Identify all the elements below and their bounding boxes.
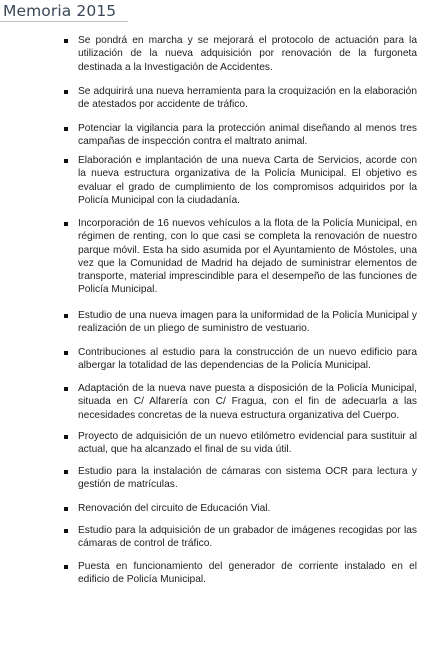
list-item-text: Estudio para la instalación de cámaras con sistema OCR para lectura y gestión de matrículas. — [78, 466, 417, 491]
bullet-icon — [64, 565, 68, 569]
page-header — [0, 0, 442, 24]
list-item-text: Estudio de una nueva imagen para la uniformidad de la Policía Municipal y realización de un pliego de suministro de vestuario. — [78, 310, 417, 335]
bullet-icon — [64, 387, 68, 391]
list-item-text: Renovación del circuito de Educación Vial. — [78, 503, 271, 514]
bullet-icon — [64, 222, 68, 226]
bullet-icon — [64, 314, 68, 318]
bullet-icon — [64, 39, 68, 43]
header-divider — [0, 21, 128, 22]
bullet-icon — [64, 435, 68, 439]
list-item-text: Puesta en funcionamiento del generador de corriente instalado en el edificio de Policía Municipal. — [78, 561, 417, 586]
list-item-text: Se pondrá en marcha y se mejorará el protocolo de actuación para la utilización de la nueva adquisición por renovación de la furgoneta destinada a la Investigación de Accidentes. — [78, 35, 417, 73]
list-item-text: Contribuciones al estudio para la construcción de un nuevo edificio para albergar la totalidad de las dependencias de la Policía Municipal. — [78, 347, 417, 372]
bullet-icon — [64, 470, 68, 474]
list-item-text: Potenciar la vigilancia para la protección animal diseñando al menos tres campañas de inspección contra el maltrato animal. — [78, 123, 417, 148]
list-item-text: Estudio para la adquisición de un grabador de imágenes recogidas por las cámaras de control de tráfico. — [78, 525, 417, 550]
bullet-icon — [64, 351, 68, 355]
bullet-icon — [64, 90, 68, 94]
list-item-text: Elaboración e implantación de una nueva Carta de Servicios, acorde con la nueva estructura organizativa de la Policía Municipal. El objetivo es evaluar el grado de cumplimiento de los compromisos adquiridos por la Policía Municipal con la ciudadanía. — [78, 155, 417, 206]
bullet-icon — [64, 529, 68, 533]
page-title: Memoria 2015 — [3, 2, 117, 20]
list-item-text: Se adquirirá una nueva herramienta para la croquización en la elaboración de atestados por accidente de tráfico. — [78, 86, 417, 111]
bullet-icon — [64, 159, 68, 163]
list-item-text: Incorporación de 16 nuevos vehículos a la flota de la Policía Municipal, en régimen de renting, con lo que casi se completa la renovación de nuestro parque móvil. Esta ha sido asumida por el Ayuntamiento de Móstoles, una vez que la Comunidad de Madrid ha dejado de suministrar elementos de transporte, material imprescindible para el desempeño de las funciones de Policía Municipal. — [78, 218, 417, 296]
bullet-icon — [64, 127, 68, 131]
list-item-text: Proyecto de adquisición de un nuevo etilómetro evidencial para sustituir al actual, que ha alcanzado el final de su vida útil. — [78, 431, 417, 456]
list-item-text: Adaptación de la nueva nave puesta a disposición de la Policía Municipal, situada en C/ Alfarería con C/ Fragua, con el fin de adecuarla a las necesidades concretas de la nueva estructura organizativa del Cuerpo. — [78, 383, 417, 421]
bullet-icon — [64, 507, 68, 511]
